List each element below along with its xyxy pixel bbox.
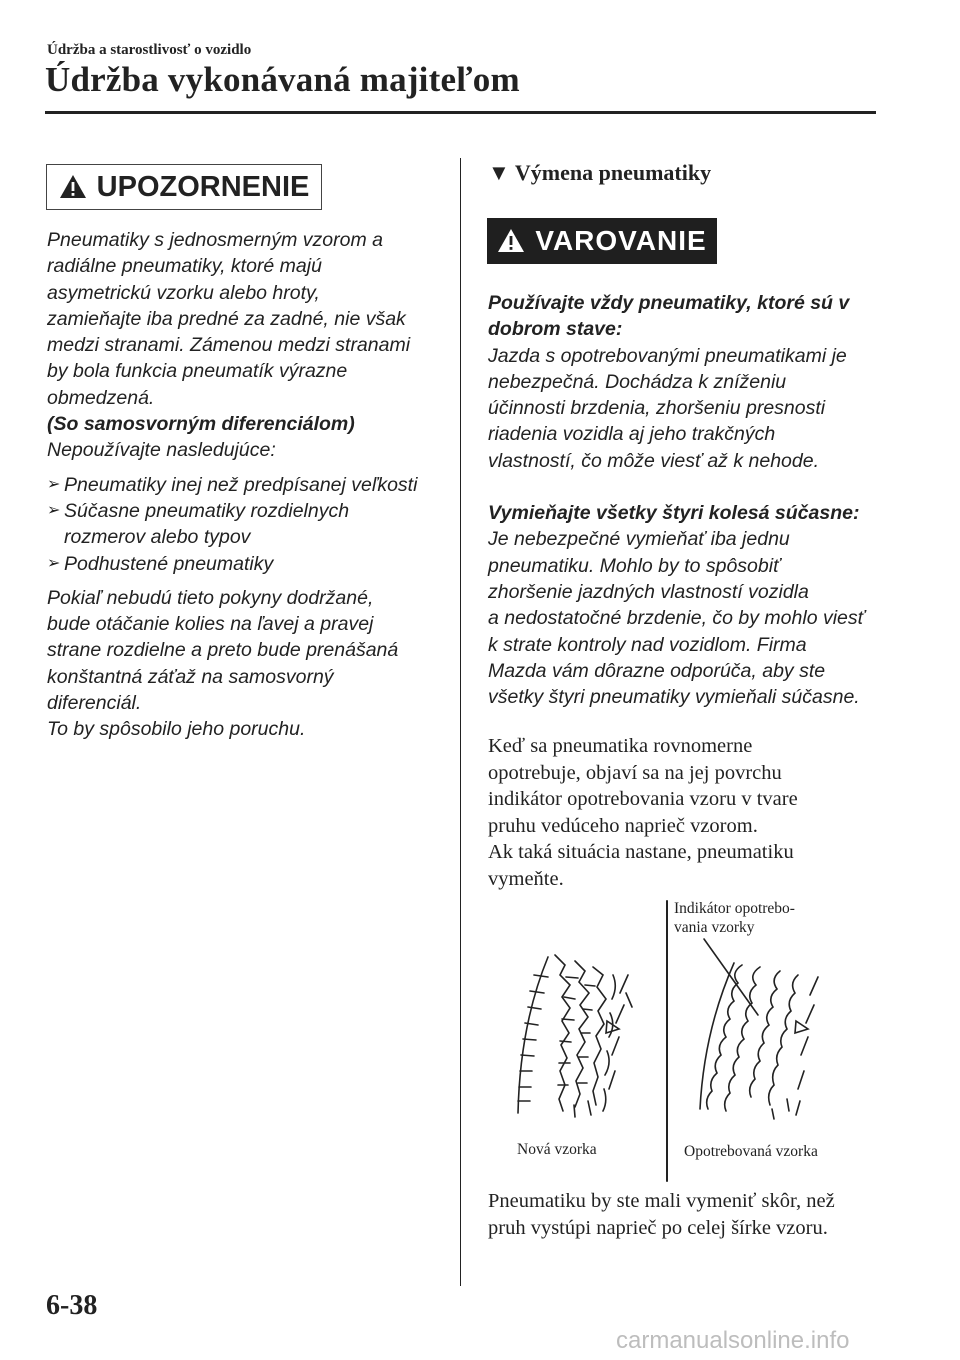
caution-line: To by spôsobilo jeho poruchu. [47, 718, 306, 741]
triangle-marker-icon: ▼ [488, 160, 510, 185]
body-line: Keď sa pneumatika rovnomerne [488, 735, 753, 757]
caution-line: Pokiaľ nebudú tieto pokyny dodržané, [47, 586, 374, 609]
caution-line: diferenciál. [47, 692, 142, 715]
bullet-item [47, 551, 447, 577]
footer-text [488, 1188, 888, 1241]
caution-text [47, 227, 447, 743]
warning2-line: a nedostatočné brzdenie, čo by mohlo viesť [488, 607, 865, 630]
caution-box [46, 164, 322, 210]
indicator-label: Indikátor opotrebo- vania vzorky [674, 900, 795, 936]
body-line: opotrebuje, objaví sa na jej povrchu [488, 761, 782, 784]
warning-label: VAROVANIE [535, 225, 707, 256]
bullet-item [47, 524, 447, 550]
warning-triangle-icon [59, 174, 87, 200]
arrow-bullet-icon: ➢ [47, 554, 61, 572]
body-line: pruhu vedúceho naprieč vzorom. [488, 814, 758, 837]
caution-line: obmedzená. [47, 386, 155, 409]
avoid-intro: Nepoužívajte nasledujúce: [47, 439, 276, 462]
warning-text [488, 290, 888, 710]
warning-box [487, 218, 717, 264]
footer-line: pruh vystúpi naprieč po celej šírke vzoru. [488, 1216, 828, 1239]
warning2-line: Mazda vám dôrazne odporúča, aby ste [488, 659, 826, 682]
warning-triangle-icon [497, 228, 525, 254]
warning2-title: Vymieňajte všetky štyri kolesá súčasne: [488, 502, 860, 525]
arrow-bullet-icon: ➢ [47, 501, 61, 519]
lsd-subheading: (So samosvorným diferenciálom) [47, 413, 355, 436]
section-title: Údržba a starostlivosť o vozidlo [47, 42, 252, 58]
page-number: 6-38 [46, 1290, 98, 1321]
bullet-item [47, 472, 447, 498]
arrow-bullet-icon: ➢ [47, 475, 61, 493]
warning2-line: k strate kontroly nad vozidlom. Firma [488, 633, 807, 656]
caution-line: zamieňajte iba predné za zadné, nie však [47, 307, 406, 330]
body-line: Ak taká situácia nastane, pneumatiku [488, 841, 794, 863]
warning1-line: účinnosti brzdenia, zhoršeniu presnosti [488, 397, 826, 420]
warning1-line: vlastností, čo môže viesť až k nehode. [488, 449, 819, 472]
warning2-line: všetky štyri pneumatiky vymieňali súčasne. [488, 686, 860, 709]
bullet-text: Pneumatiky inej než predpísanej veľkosti [64, 473, 418, 496]
warning1-line: Jazda s opotrebovanými pneumatikami je [488, 344, 847, 367]
tread-wear-figure [490, 895, 880, 1190]
warning1-line: riadenia vozidla aj jeho trakčných [488, 423, 776, 446]
caution-line: strane rozdielne a preto bude prenášaná [47, 639, 399, 662]
body-text [488, 733, 868, 892]
caution-line: bude otáčanie kolies na ľavej a pravej [47, 613, 374, 636]
warning2-line: zhoršenie jazdných vlastností vozidla [488, 580, 809, 603]
caution-line: konštantná záťaž na samosvorný [47, 665, 334, 688]
bullet-item [47, 498, 447, 524]
bullet-text: rozmerov alebo typov [64, 526, 251, 549]
arrow-bullet-icon [47, 524, 64, 550]
body-line: vymeňte. [488, 867, 564, 890]
caution-line: medzi stranami. Zámenou medzi stranami [47, 334, 411, 357]
warning1-line: nebezpečná. Dochádza k zníženiu [488, 370, 787, 393]
caution-label: UPOZORNENIE [96, 170, 310, 203]
caution-line: asymetrickú vzorku alebo hroty, [47, 281, 320, 304]
caution-line: radiálne pneumatiky, ktoré majú [47, 255, 322, 278]
warning2-line: Je nebezpečné vymieňať iba jednu [488, 528, 790, 551]
warning1-title-line: Používajte vždy pneumatiky, ktoré sú v [488, 292, 850, 314]
watermark: carmanualsonline.info [616, 1327, 850, 1354]
caution-line: by bola funkcia pneumatík výrazne [47, 360, 348, 383]
caution-line: Pneumatiky s jednosmerným vzorom a [47, 229, 383, 251]
warning1-title-line: dobrom stave: [488, 318, 623, 341]
warning2-line: pneumatiku. Mohlo by to spôsobiť [488, 554, 780, 577]
body-line: indikátor opotrebovania vzoru v tvare [488, 788, 798, 810]
section-heading-text: Výmena pneumatiky [514, 160, 712, 185]
page-title: Údržba vykonávaná majiteľom [45, 60, 520, 99]
worn-tread-label: Opotrebovaná vzorka [684, 1143, 818, 1160]
new-tread-label: Nová vzorka [517, 1141, 597, 1158]
bullet-text: Súčasne pneumatiky rozdielnych [64, 499, 350, 522]
column-divider [460, 158, 461, 1286]
header-rule [45, 111, 876, 114]
section-heading [488, 160, 711, 186]
footer-line: Pneumatiku by ste mali vymeniť skôr, než [488, 1190, 835, 1212]
bullet-text: Podhustené pneumatiky [64, 552, 274, 575]
